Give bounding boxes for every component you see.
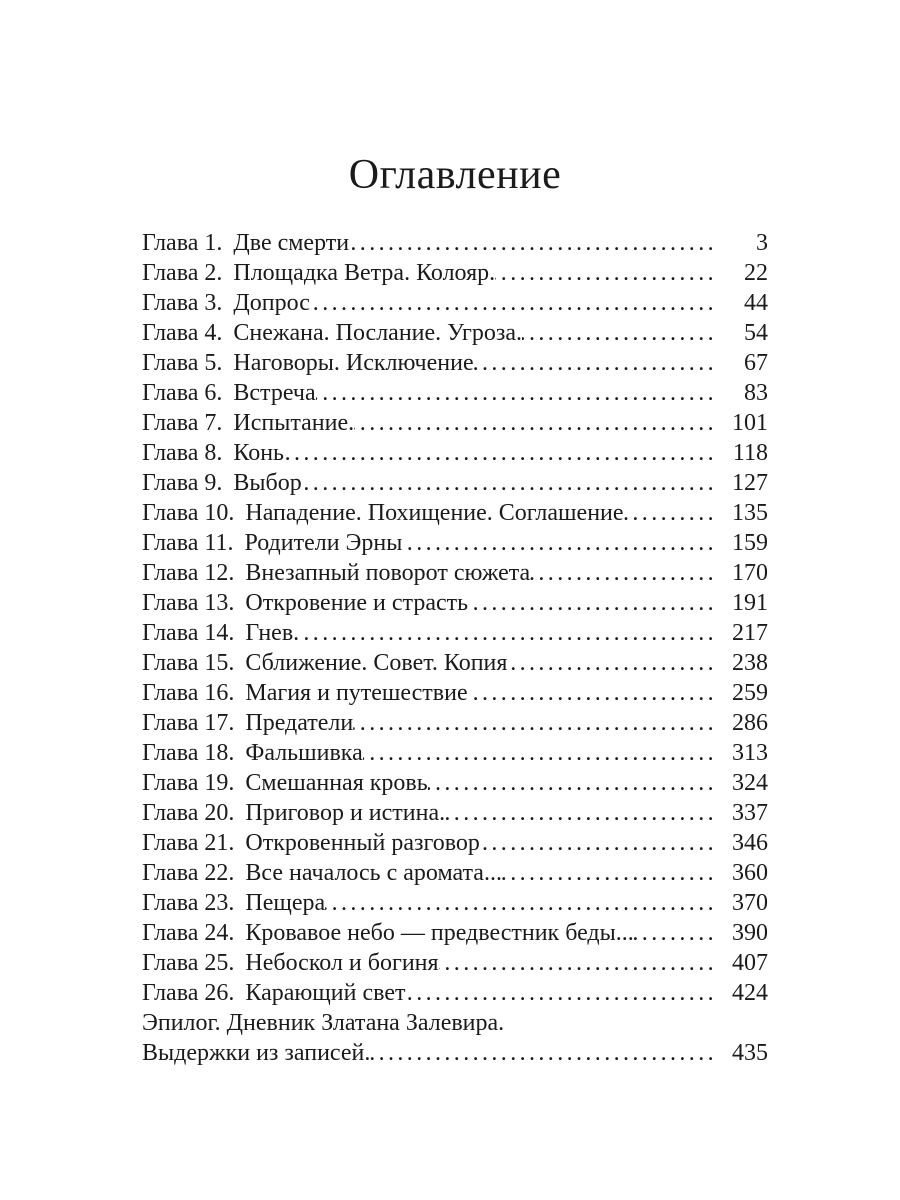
- toc-entry: [142, 498, 768, 528]
- chapter-label: Глава 10.: [142, 500, 235, 526]
- page-number: 390: [732, 920, 768, 946]
- chapter-title: Магия и путешествие: [245, 680, 468, 706]
- dot-leader: [530, 558, 720, 588]
- toc-entry: [142, 318, 768, 348]
- chapter-title: Карающий свет: [245, 980, 406, 1006]
- dot-leader: [634, 918, 720, 948]
- toc-entry: [142, 918, 768, 948]
- chapter-title: Гнев.: [245, 620, 300, 646]
- dot-leader: [428, 768, 720, 798]
- chapter-title: Снежана. Послание. Угроза.: [233, 320, 523, 346]
- dot-leader: [299, 618, 720, 648]
- toc-entry: [142, 468, 768, 498]
- page-number: 170: [732, 560, 768, 586]
- dot-leader: [468, 588, 720, 618]
- dot-leader: [480, 828, 720, 858]
- chapter-label: Глава 23.: [142, 890, 235, 916]
- chapter-label: Глава 19.: [142, 770, 235, 796]
- chapter-label: Глава 25.: [142, 950, 235, 976]
- page-number: 159: [732, 530, 768, 556]
- chapter-label: Глава 17.: [142, 710, 235, 736]
- dot-leader: [405, 978, 720, 1008]
- dot-leader: [624, 498, 720, 528]
- dot-leader: [439, 948, 720, 978]
- page-number: 360: [732, 860, 768, 886]
- chapter-title: Кровавое небо — предвестник беды...: [245, 920, 634, 946]
- chapter-title: Небоскол и богиня: [245, 950, 439, 976]
- toc-entry: [142, 708, 768, 738]
- page-number: 435: [732, 1040, 768, 1066]
- dot-leader: [370, 1038, 720, 1068]
- chapter-label: Глава 8.: [142, 440, 223, 466]
- chapter-label: Глава 7.: [142, 410, 223, 436]
- chapter-label: Глава 26.: [142, 980, 235, 1006]
- chapter-label: Глава 2.: [142, 260, 223, 286]
- toc-entry: [142, 408, 768, 438]
- dot-leader: [522, 318, 720, 348]
- chapter-title: Выдержки из записей.: [142, 1040, 371, 1066]
- chapter-title: Предатели: [245, 710, 354, 736]
- page-number: 22: [744, 260, 768, 286]
- chapter-label: Глава 15.: [142, 650, 235, 676]
- dot-leader: [363, 738, 720, 768]
- page-number: 101: [732, 410, 768, 436]
- dot-leader: [402, 528, 720, 558]
- toc-entry: [142, 348, 768, 378]
- chapter-label: Глава 16.: [142, 680, 235, 706]
- chapter-label: Глава 18.: [142, 740, 235, 766]
- page-number: 424: [732, 980, 768, 1006]
- toc-entry: [142, 948, 768, 978]
- toc-entry: [142, 588, 768, 618]
- toc-entry: [142, 678, 768, 708]
- page-title: Оглавление: [348, 152, 562, 198]
- page-number: 3: [756, 230, 768, 256]
- dot-leader: [495, 258, 720, 288]
- dot-leader: [445, 798, 720, 828]
- chapter-title: Эпилог. Дневник Златана Залевира.: [142, 1010, 505, 1036]
- dot-leader: [284, 438, 720, 468]
- toc-entry: [142, 828, 768, 858]
- page-number: 127: [732, 470, 768, 496]
- chapter-title: Испытание.: [233, 410, 355, 436]
- toc-entry: [142, 978, 768, 1008]
- chapter-title: Допрос: [233, 290, 310, 316]
- dot-leader: [507, 648, 720, 678]
- toc-entry: [142, 798, 768, 828]
- dot-leader: [316, 378, 720, 408]
- chapter-title: Внезапный поворот сюжета: [245, 560, 531, 586]
- chapter-title: Наговоры. Исключение: [233, 350, 474, 376]
- chapter-label: Глава 5.: [142, 350, 223, 376]
- toc-entry: [142, 648, 768, 678]
- chapter-label: Глава 12.: [142, 560, 235, 586]
- dot-leader: [474, 348, 720, 378]
- table-of-contents: [142, 228, 768, 1068]
- toc-entry: [142, 438, 768, 468]
- page-number: 217: [732, 620, 768, 646]
- toc-entry: [142, 528, 768, 558]
- page-number: 118: [732, 440, 768, 466]
- chapter-title: Две смерти: [233, 230, 350, 256]
- chapter-title: Фальшивка: [245, 740, 363, 766]
- dot-leader: [504, 1008, 720, 1038]
- toc-entry-epilogue-continued: [142, 1038, 768, 1068]
- page-number: 370: [732, 890, 768, 916]
- chapter-title: Откровенный разговор: [245, 830, 480, 856]
- chapter-label: Глава 21.: [142, 830, 235, 856]
- chapter-label: Глава 22.: [142, 860, 235, 886]
- chapter-label: Глава 6.: [142, 380, 223, 406]
- chapter-label: Глава 9.: [142, 470, 223, 496]
- chapter-title: Встреча: [233, 380, 316, 406]
- toc-entry: [142, 258, 768, 288]
- toc-entry: [142, 228, 768, 258]
- toc-entry: [142, 378, 768, 408]
- page-number: 135: [732, 500, 768, 526]
- page-number: 191: [732, 590, 768, 616]
- page-number: 238: [732, 650, 768, 676]
- dot-leader: [502, 858, 720, 888]
- dot-leader: [353, 708, 720, 738]
- chapter-label: Глава 24.: [142, 920, 235, 946]
- chapter-title: Приговор и истина.: [245, 800, 446, 826]
- page-number: 324: [732, 770, 768, 796]
- chapter-title: Откровение и страсть: [245, 590, 469, 616]
- page-number: 407: [732, 950, 768, 976]
- page-number: 346: [732, 830, 768, 856]
- page-number: 54: [744, 320, 768, 346]
- chapter-label: Глава 13.: [142, 590, 235, 616]
- dot-leader: [325, 888, 720, 918]
- page-number: 67: [744, 350, 768, 376]
- chapter-label: Глава 3.: [142, 290, 223, 316]
- chapter-label: Глава 11.: [142, 530, 234, 556]
- page-number: 286: [732, 710, 768, 736]
- page-number: 44: [744, 290, 768, 316]
- chapter-label: Глава 1.: [142, 230, 223, 256]
- chapter-title: Нападение. Похищение. Соглашение: [245, 500, 624, 526]
- dot-leader: [302, 468, 720, 498]
- dot-leader: [349, 228, 720, 258]
- toc-entry: [142, 738, 768, 768]
- chapter-title: Пещера: [245, 890, 326, 916]
- page-number: 313: [732, 740, 768, 766]
- page-number: 259: [732, 680, 768, 706]
- chapter-title: Смешанная кровь: [245, 770, 428, 796]
- toc-entry: [142, 618, 768, 648]
- toc-entry: [142, 768, 768, 798]
- page-number: 83: [744, 380, 768, 406]
- chapter-title: Площадка Ветра. Колояр.: [233, 260, 496, 286]
- dot-leader: [310, 288, 720, 318]
- dot-leader: [354, 408, 720, 438]
- toc-entry: [142, 288, 768, 318]
- page-number: 337: [732, 800, 768, 826]
- chapter-title: Все началось с аромата...: [245, 860, 502, 886]
- dot-leader: [468, 678, 720, 708]
- toc-entry: [142, 888, 768, 918]
- toc-entry: [142, 558, 768, 588]
- chapter-label: Глава 4.: [142, 320, 223, 346]
- chapter-label: Глава 14.: [142, 620, 235, 646]
- chapter-label: Глава 20.: [142, 800, 235, 826]
- chapter-title: Выбор: [233, 470, 302, 496]
- toc-entry: [142, 858, 768, 888]
- page-number: [720, 1008, 768, 1038]
- chapter-title: Конь: [233, 440, 284, 466]
- toc-entry-epilogue: [142, 1008, 768, 1038]
- chapter-title: Сближение. Совет. Копия: [245, 650, 508, 676]
- chapter-title: Родители Эрны: [244, 530, 403, 556]
